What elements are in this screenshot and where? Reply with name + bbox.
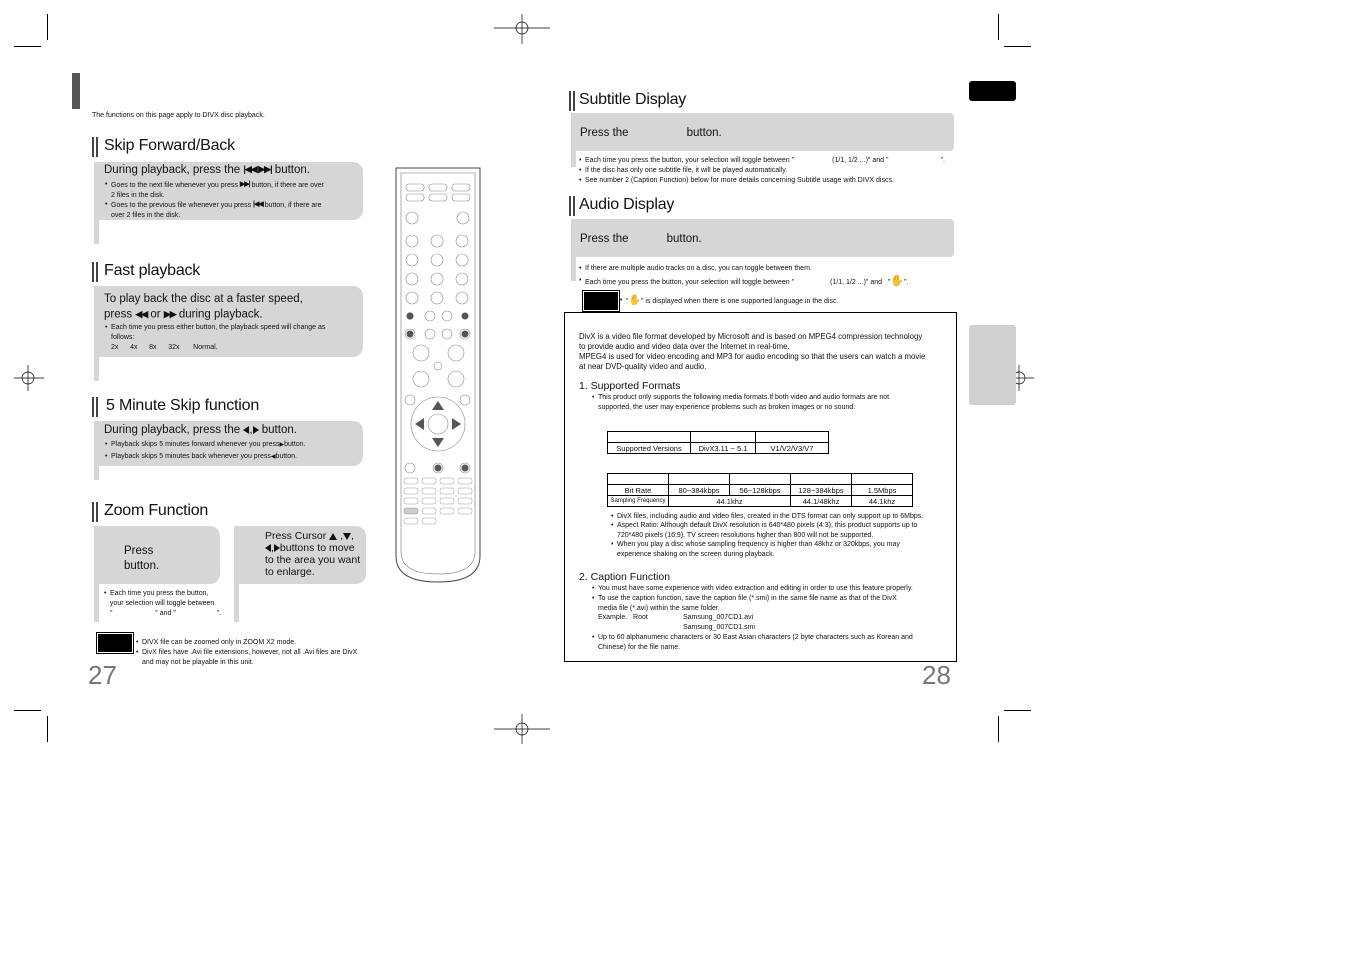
- table-cell: Bit Rate: [608, 485, 669, 496]
- skip-bullet-1: • Goes to the next file whenever you press ▶▶| button, if there are over 2 files in the disk.: [111, 180, 324, 201]
- fast-forward-icon: ▶▶: [163, 309, 176, 319]
- skip-instruction: During playback, press the |◀◀ ▶▶| button.: [104, 164, 310, 176]
- divx-bullet-dts: • DivX files, including audio and video files, created in the DTS format can only support up to 6Mbps.: [617, 512, 923, 522]
- zoom-cursor-strip: [234, 584, 239, 622]
- subtitle-title: Subtitle Display: [579, 91, 687, 108]
- intro-text: The functions on this page apply to DIVX disc playback.: [92, 112, 265, 119]
- registration-mark-left: [14, 365, 44, 391]
- caption-example: Example. Root: [598, 614, 648, 621]
- hand-icon: ✋: [890, 275, 905, 287]
- hand-icon: ✋: [628, 295, 641, 306]
- registration-mark-top: [494, 14, 550, 44]
- note-badge: [98, 634, 132, 652]
- table-row: [608, 474, 913, 485]
- subtitle-bullet-1: • Each time you press the button, your selection will toggle between " (1/1, 1/2 ...)" and " ".: [585, 156, 945, 166]
- audio-press: Press the button.: [580, 233, 702, 245]
- zoom-note-2: • DivX files have .Avi file extensions, however, not all .Avi files are DivX and may not be playable in this unit.: [142, 648, 357, 668]
- table-row: [608, 443, 829, 454]
- divx-intro: DivX is a video file format developed by Microsoft and is based on MPEG4 compression technology to provide audio and video data over the Internet in real-time. MPEG4 is used for video encoding and MP3 for audio encoding so that the users can watch a movie at near DVD-quality video and audio.: [579, 332, 926, 371]
- zoom-title: Zoom Function: [104, 502, 209, 519]
- zoom-side-strip: [94, 584, 99, 622]
- table-row: [608, 432, 829, 443]
- caption-bullet-1: • You must have some experience with video extraction and editing in order to use this feature properly.: [598, 584, 913, 594]
- page-number-left: 27: [88, 660, 117, 690]
- table-cell: 1.5Mbps: [852, 485, 913, 496]
- audio-format-table: [607, 473, 913, 507]
- supported-formats-bullet: • This product only supports the following media formats.If both video and audio formats are not supported, the user may experience problems such as broken images or no sound.: [598, 393, 889, 413]
- zoom-bullet: • Each time you press the button, your selection will toggle between " " and " ".: [110, 589, 221, 619]
- rewind-icon: ◀◀: [135, 309, 148, 319]
- table-cell: DivX3.11 ~ 5.1: [691, 443, 756, 454]
- speed-sequence: 2x 4x 8x 32x Normal.: [111, 344, 218, 351]
- left-arrow-icon: [243, 426, 249, 434]
- zoom-cursor-instruction: Press Cursor , , , buttons to move to the area you want to enlarge.: [265, 530, 361, 578]
- skip-bullet-2: • Goes to the previous file whenever you press |◀◀ button, if there are over 2 files in the disk.: [111, 200, 322, 221]
- subtitle-press: Press the button.: [580, 127, 722, 139]
- remote-control-illustration: [392, 166, 484, 586]
- subtitle-side-strip: [571, 151, 576, 167]
- table-row: [608, 496, 913, 507]
- left-arrow-icon: [265, 544, 271, 552]
- table-cell: 128~384kbps: [791, 485, 852, 496]
- table-cell: Sampling Frequency: [608, 496, 669, 507]
- next-icon: ▶▶|: [239, 181, 250, 188]
- audio-title: Audio Display: [579, 196, 675, 213]
- audio-note: • "✋" is displayed when there is one supported language in the disc.: [626, 296, 838, 307]
- zoom-note-1: • DIVX file can be zoomed only in ZOOM X2 mode.: [142, 638, 296, 648]
- prev-next-icon: |◀◀ ▶▶|: [243, 164, 272, 175]
- header-bar: [72, 73, 80, 109]
- fivemin-bullet-1: • Playback skips 5 minutes forward whenever you press▶button.: [111, 440, 306, 450]
- subtitle-bullet-3: • See number 2 (Caption Function) below for more details concerning Subtitle usage with DIVX discs.: [585, 176, 894, 186]
- registration-mark-bottom: [494, 714, 550, 744]
- down-arrow-icon: [343, 533, 351, 540]
- table-cell: 44.1/48khz: [791, 496, 852, 507]
- up-arrow-icon: [329, 533, 337, 540]
- audio-side-strip: [571, 257, 576, 281]
- video-format-table: [607, 431, 829, 454]
- divx-bullet-aspect: • Aspect Ratio: Although default DivX resolution is 640*480 pixels (4:3), this product supports up to 720*480 pixels (16:9). TV screen resolutions higher than 800 will not be supported.: [617, 521, 917, 541]
- table-cell: V1/V2/V3/V7: [756, 443, 829, 454]
- section-marker: [569, 91, 577, 111]
- fast-instruction: To play back the disc at a faster speed, press ◀◀ or ▶▶ during playback.: [104, 293, 303, 321]
- note-badge: [584, 292, 618, 310]
- table-cell: Supported Versions: [608, 443, 691, 454]
- section-marker: [92, 262, 100, 282]
- fast-side-strip: [94, 357, 99, 381]
- caption-bullet-2: • To use the caption function, save the caption file (*.smi) in the same file name as that of the DivX media file (*.avi) within the same folder.: [598, 594, 897, 614]
- section-marker: [92, 137, 100, 157]
- section-marker: [569, 196, 577, 216]
- caption-function-heading: 2. Caption Function: [579, 571, 671, 583]
- fast-title: Fast playback: [104, 262, 201, 279]
- skip-title: Skip Forward/Back: [104, 137, 235, 154]
- divx-bullet-freq: • When you play a disc whose sampling frequency is higher than 48khz or 320kbps, you may experience shaking on the screen during playback.: [617, 540, 900, 560]
- fast-bullet: • Each time you press either button, the playback speed will change as follows:: [111, 323, 325, 343]
- zoom-press: Press button.: [124, 545, 160, 572]
- table-row: [608, 485, 913, 496]
- table-cell: 80~384kbps: [669, 485, 730, 496]
- page-number-right: 28: [922, 660, 951, 690]
- fivemin-side-strip: [94, 466, 99, 480]
- right-arrow-icon: [253, 426, 259, 434]
- audio-bullet-1: • If there are multiple audio tracks on a disc, you can toggle between them.: [585, 264, 812, 274]
- section-marker: [92, 397, 100, 417]
- table-cell: 56~128kbps: [730, 485, 791, 496]
- table-cell: 44.1khz: [669, 496, 791, 507]
- audio-bullet-2: • Each time you press the button, your selection will toggle between " (1/1, 1/2 ...)" and "✋".: [585, 276, 909, 288]
- supported-formats-heading: 1. Supported Formats: [579, 380, 681, 392]
- subtitle-bullet-2: • If the disc has only one subtitle file, it will be played automatically.: [585, 166, 787, 176]
- fivemin-title: 5 Minute Skip function: [106, 397, 260, 414]
- fivemin-instruction: During playback, press the , button.: [104, 424, 297, 436]
- fivemin-bullet-2: • Playback skips 5 minutes back whenever you press◀button.: [111, 452, 297, 462]
- right-tab-side: [969, 325, 1016, 405]
- table-cell: 44.1khz: [852, 496, 913, 507]
- section-marker: [92, 502, 100, 522]
- skip-side-strip: [94, 220, 99, 244]
- prev-icon: |◀◀: [253, 201, 263, 208]
- caption-example-files: Samsung_007CD1.avi Samsung_007CD1.smi: [683, 614, 755, 631]
- caption-bullet-3: • Up to 60 alphanumeric characters or 30 East Asian characters (2 byte characters such as Korean and Chinese) for the file name.: [598, 633, 913, 653]
- right-tab-top: [969, 81, 1016, 101]
